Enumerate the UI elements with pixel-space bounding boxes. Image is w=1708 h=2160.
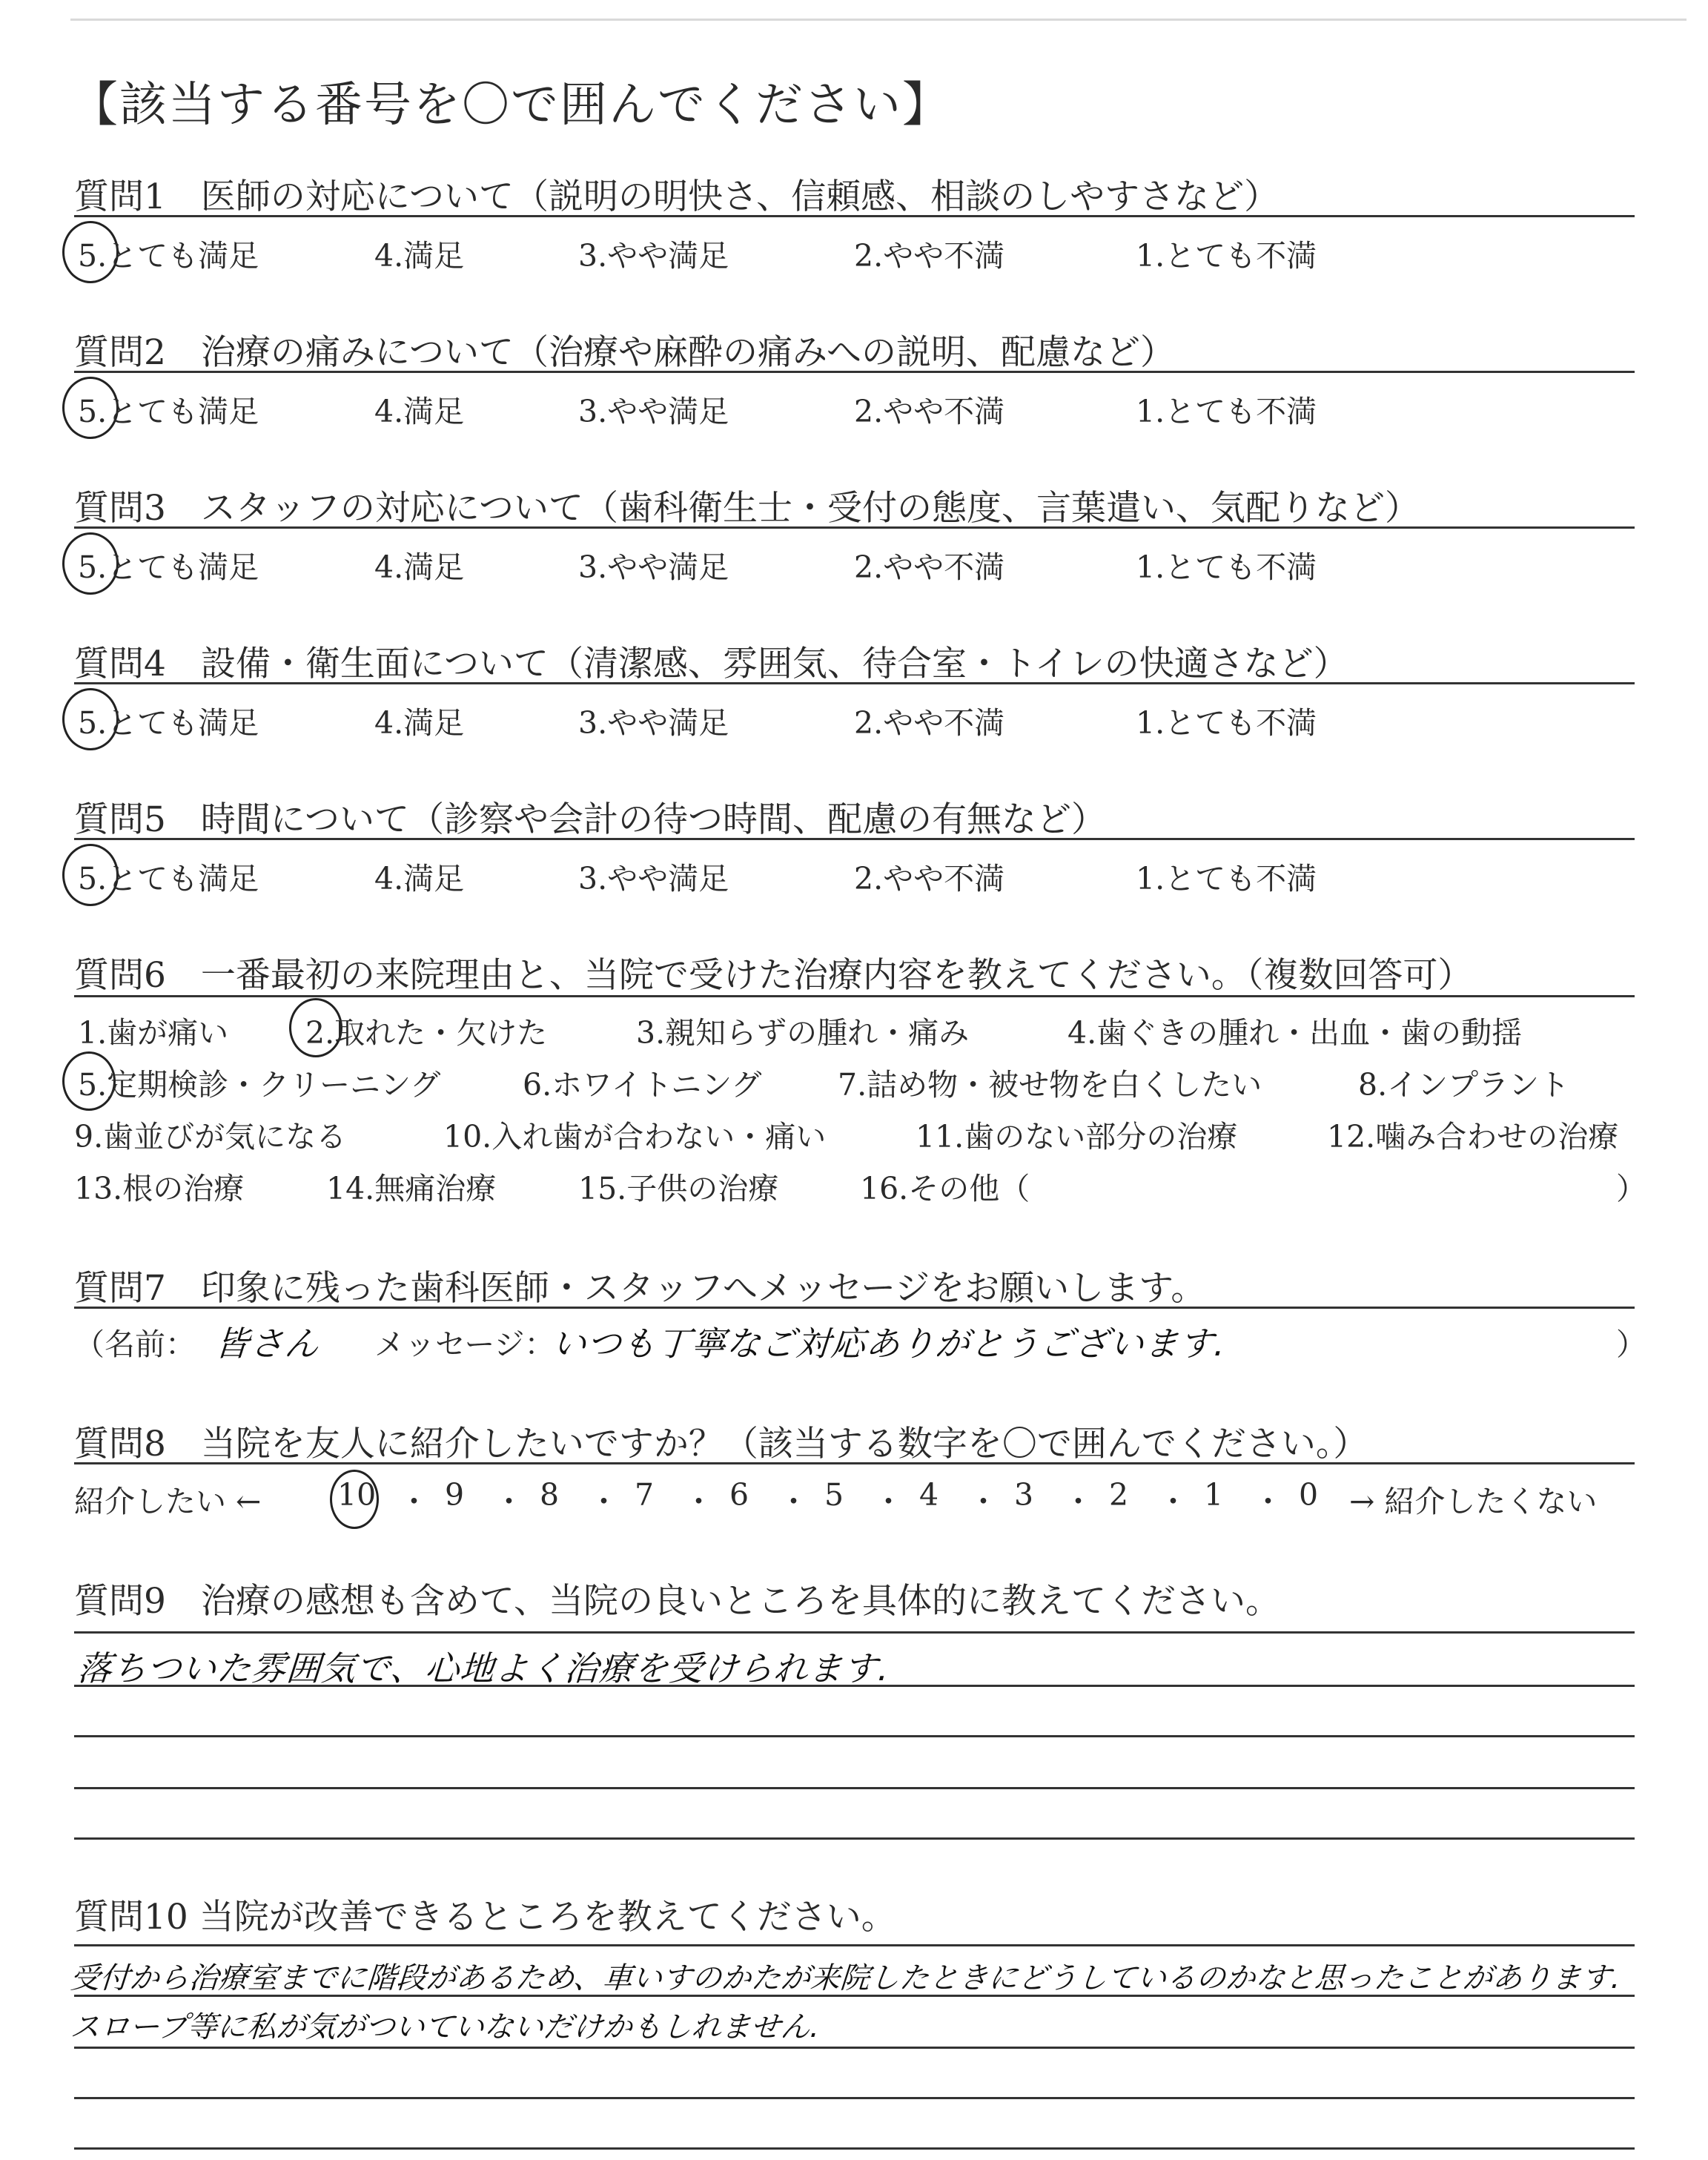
q1-title: 質問1 医師の対応について（説明の明快さ、信頼感、相談のしやすさなど） [74,176,1280,217]
q1-option-5[interactable]: 5.とても満足 [78,238,259,274]
q10-line-2 [74,1995,1635,1997]
q8-right-label: → 紹介したくない [1349,1484,1598,1519]
q8-scale-9[interactable]: 9 [445,1477,465,1513]
q8-scale-6[interactable]: 6 [729,1477,749,1513]
q6-option-7[interactable]: 7.詰め物・被せ物を白くしたい [838,1067,1262,1103]
q3-option-5[interactable]: 5.とても満足 [78,549,259,585]
q6-option-13[interactable]: 13.根の治療 [74,1171,245,1206]
q9-title: 質問9 治療の感想も含めて、当院の良いところを具体的に教えてください。 [74,1581,1280,1622]
q5-option-2[interactable]: 2.やや不満 [854,861,1005,896]
q8-scale-7[interactable]: 7 [635,1477,655,1513]
q3-title: 質問3 スタッフの対応について（歯科衛生士・受付の態度、言葉遣い、気配りなど） [74,488,1420,529]
q10-line-3 [74,2047,1635,2049]
q6-option-2[interactable]: 2.取れた・欠けた [305,1015,548,1051]
q8-scale-0[interactable]: 0 [1299,1477,1319,1513]
q2-rule [74,371,1635,373]
q5-option-1[interactable]: 1.とても不満 [1136,861,1317,896]
q5-rule [74,838,1635,840]
q4-title: 質問4 設備・衛生面について（清潔感、雰囲気、待合室・トイレの快適さなど） [74,644,1348,684]
q9-line-5 [74,1837,1635,1840]
q1-option-1[interactable]: 1.とても不満 [1136,238,1317,274]
q8-scale-8[interactable]: 8 [540,1477,560,1513]
q7-title: 質問7 印象に残った歯科医師・スタッフへメッセージをお願いします。 [74,1268,1206,1309]
q7-rule [74,1307,1635,1309]
q3-option-3[interactable]: 3.やや満足 [578,549,729,585]
q1-option-4[interactable]: 4.満足 [374,238,465,274]
q2-option-5[interactable]: 5.とても満足 [78,394,259,429]
q2-option-4[interactable]: 4.満足 [374,394,465,429]
q8-dot-8: ・ [1063,1484,1093,1519]
q8-scale-2[interactable]: 2 [1109,1477,1129,1513]
q7-name-handwritten[interactable]: 皆さん [213,1324,321,1364]
q2-option-1[interactable]: 1.とても不満 [1136,394,1317,429]
q2-option-2[interactable]: 2.やや不満 [854,394,1005,429]
form-header: 【該当する番号を〇で囲んでください】 [70,78,951,133]
q4-option-5[interactable]: 5.とても満足 [78,705,259,741]
q6-option-8[interactable]: 8.インプラント [1358,1067,1570,1103]
q8-dot-7: ・ [968,1484,999,1519]
q6-other-close-paren: ） [1616,1171,1646,1206]
q6-option-10[interactable]: 10.入れ歯が合わない・痛い [443,1119,827,1155]
q7-name-label: （名前： [74,1327,196,1362]
q8-dot-5: ・ [778,1484,809,1519]
q6-option-16[interactable]: 16.その他（ [860,1171,1030,1206]
q8-scale-10[interactable]: 10 [337,1477,377,1513]
q6-rule [74,995,1635,997]
q6-option-15[interactable]: 15.子供の治療 [578,1171,779,1206]
q8-rule [74,1462,1635,1464]
q3-rule [74,526,1635,529]
q4-option-4[interactable]: 4.満足 [374,705,465,741]
top-border-line [70,19,1687,21]
q9-line-2 [74,1685,1635,1687]
q8-dot-1: ・ [399,1484,429,1519]
q10-title: 質問10 当院が改善できるところを教えてください。 [74,1897,896,1938]
q6-option-1[interactable]: 1.歯が痛い [78,1015,229,1051]
q8-dot-6: ・ [873,1484,904,1519]
q6-option-14[interactable]: 14.無痛治療 [326,1171,497,1206]
q8-dot-10: ・ [1253,1484,1283,1519]
q8-dot-3: ・ [589,1484,619,1519]
q6-option-5[interactable]: 5.定期検診・クリーニング [78,1067,441,1103]
q4-rule [74,682,1635,684]
q1-option-3[interactable]: 3.やや満足 [578,238,729,274]
q8-scale-1[interactable]: 1 [1204,1477,1224,1513]
q6-option-6[interactable]: 6.ホワイトニング [523,1067,762,1103]
q7-close-paren: ） [1616,1327,1646,1362]
q7-message-handwritten[interactable]: いつも丁寧なご対応ありがとうございます. [550,1324,1228,1364]
q8-scale-5[interactable]: 5 [824,1477,844,1513]
q2-title: 質問2 治療の痛みについて（治療や麻酔の痛みへの説明、配慮など） [74,332,1176,373]
q6-option-3[interactable]: 3.親知らずの腫れ・痛み [636,1015,970,1051]
q9-line-1 [74,1631,1635,1634]
q6-option-9[interactable]: 9.歯並びが気になる [74,1119,347,1155]
q7-message-label: メッセージ： [374,1327,555,1362]
q2-option-3[interactable]: 3.やや満足 [578,394,729,429]
q5-option-4[interactable]: 4.満足 [374,861,465,896]
q1-option-2[interactable]: 2.やや不満 [854,238,1005,274]
q8-title: 質問8 当院を友人に紹介したいですか？（該当する数字を〇で囲んでください。） [74,1424,1368,1464]
q4-option-3[interactable]: 3.やや満足 [578,705,729,741]
q8-left-label: 紹介したい ← [74,1484,262,1519]
q6-title: 質問6 一番最初の来院理由と、当院で受けた治療内容を教えてください。（複数回答可） [74,955,1473,996]
q10-line-1 [74,1944,1635,1946]
q4-option-1[interactable]: 1.とても不満 [1136,705,1317,741]
q10-line-5 [74,2147,1635,2150]
q3-option-2[interactable]: 2.やや不満 [854,549,1005,585]
q5-title: 質問5 時間について（診察や会計の待つ時間、配慮の有無など） [74,799,1106,840]
q6-option-11[interactable]: 11.歯のない部分の治療 [916,1119,1238,1155]
q8-scale-4[interactable]: 4 [919,1477,939,1513]
q9-line-4 [74,1787,1635,1789]
q9-line-3 [74,1735,1635,1737]
q10-line-4 [74,2097,1635,2099]
q8-scale-3[interactable]: 3 [1014,1477,1034,1513]
q4-option-2[interactable]: 2.やや不満 [854,705,1005,741]
q9-answer-handwritten[interactable]: 落ちついた雰囲気で、心地よく治療を受けられます. [76,1648,891,1688]
q8-dot-9: ・ [1158,1484,1188,1519]
q8-dot-2: ・ [494,1484,524,1519]
q3-option-4[interactable]: 4.満足 [374,549,465,585]
q5-option-5[interactable]: 5.とても満足 [78,861,259,896]
q10-answer-line2-handwritten[interactable]: スロープ等に私が気がついていないだけかもしれません. [69,2010,821,2044]
q8-dot-4: ・ [683,1484,714,1519]
q6-option-4[interactable]: 4.歯ぐきの腫れ・出血・歯の動揺 [1068,1015,1523,1051]
q5-option-3[interactable]: 3.やや満足 [578,861,729,896]
q1-rule [74,215,1635,217]
q6-option-12[interactable]: 12.噛み合わせの治療 [1327,1119,1619,1155]
q10-answer-line1-handwritten[interactable]: 受付から治療室までに階段があるため、車いすのかたが来院したときにどうしているのかなと思ったことがあります. [69,1961,1622,1995]
q3-option-1[interactable]: 1.とても不満 [1136,549,1317,585]
